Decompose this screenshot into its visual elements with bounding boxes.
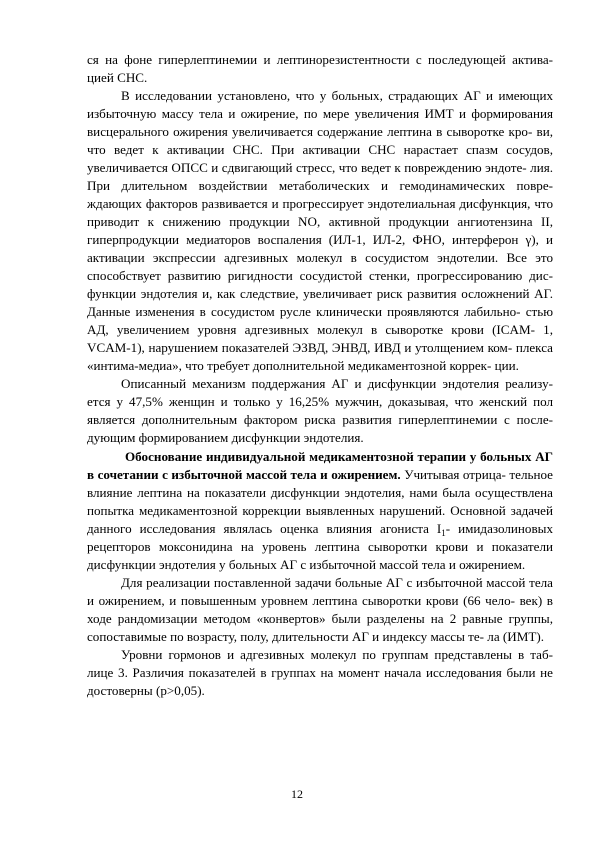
receptor-subscript: 1 (441, 528, 446, 538)
paragraph-mechanism-summary: Описанный механизм поддержания АГ и дисфункции эндотелия реализу- ется у 47,5% женщин и только у 16,25% мужчин, доказывая, что женский пол является дополнительным фактором риска развития гиперлептинемии с после- дующим формированием дисфункции эндотелия. (87, 376, 553, 445)
paragraph-randomization: Для реализации поставленной задачи больные АГ с избыточной массой тела и ожирением, и повышенным уровнем лептина сыворотки крови (66 чело- век) в ходе рандомизации методом «конвертов» были разделены на 2 равные группы, сопоставимые по возрасту, полу, длительности АГ и индексу массы те- ла (ИМТ). (87, 575, 553, 644)
paragraph-table-reference: Уровни гормонов и адгезивных молекул по группам представлены в таб- лице 3. Различия показателей в группах на момент начала исследования были не достоверны (p>0,05). (87, 647, 553, 698)
section-paragraph (87, 448, 553, 574)
section-body-end: - имидазолиновых рецепторов моксонидина на уровень лептина сыворотки крови и показатели дисфункции эндотелия у больных АГ с избыточной массой тела и ожирением. (87, 521, 553, 572)
body-text-section (87, 448, 553, 700)
page-number: 12 (291, 787, 303, 801)
body-text-upper (87, 51, 553, 447)
section-heading: Обоснование индивидуальной медикаментозной терапии у больных АГ в сочетании с избыточной массой тела и ожирением. (87, 449, 553, 482)
section-body-start: Учитывая отрица- тельное влияние лептина на показатели дисфункции эндотелия, нами была осуществлена попытка медикаментозной коррекции выявленных нарушений. Основной задачей данного исследования являлась оценка влияния агониста I (87, 467, 553, 536)
paragraph-continuation: ся на фоне гиперлептинемии и лептинорезистентности с последующей актива- цией СНС. (87, 52, 553, 85)
paragraph-study-findings: В исследовании установлено, что у больных, страдающих АГ и имеющих избыточную массу тела и ожирение, по мере увеличения ИМТ и формирования висцерального ожирения увеличивается содержание лептина в сыворотке кро- ви, что ведет к активации СНС. При активации СНС нарастает спазм сосудов, увеличивается ОПСС и сдвигающий стресс, что ведет к повреждению эндоте- лия. При длительном воздействии метаболических и гемодинамических повре- ждающих факторов развивается и прогрессирует эндотелиальная дисфункция, что приводит к снижению продукции NO, активной продукции ангиотензина II, гиперпродукции медиаторов воспаления (ИЛ-1, ИЛ-2, ФНО, интерферон γ), и активации экспрессии адгезивных молекул в сосудистом эндотелии. Все это способствует развитию ригидности сосудистой стенки, прогрессированию дис- функции эндотелия и, как следствие, увеличивает риск развития осложнений АГ. Данные изменения в сосудистом русле клинически проявляются лабильно- стью АД, увеличением уровня адгезивных молекул в сыворотке крови (ICAM- 1, VCAM-1), нарушением показателей ЭЗВД, ЭНВД, ИВД и утолщением ком- плекса «интима-медиа», что требует дополнительной медикаментозной коррек- ции. (87, 88, 553, 373)
